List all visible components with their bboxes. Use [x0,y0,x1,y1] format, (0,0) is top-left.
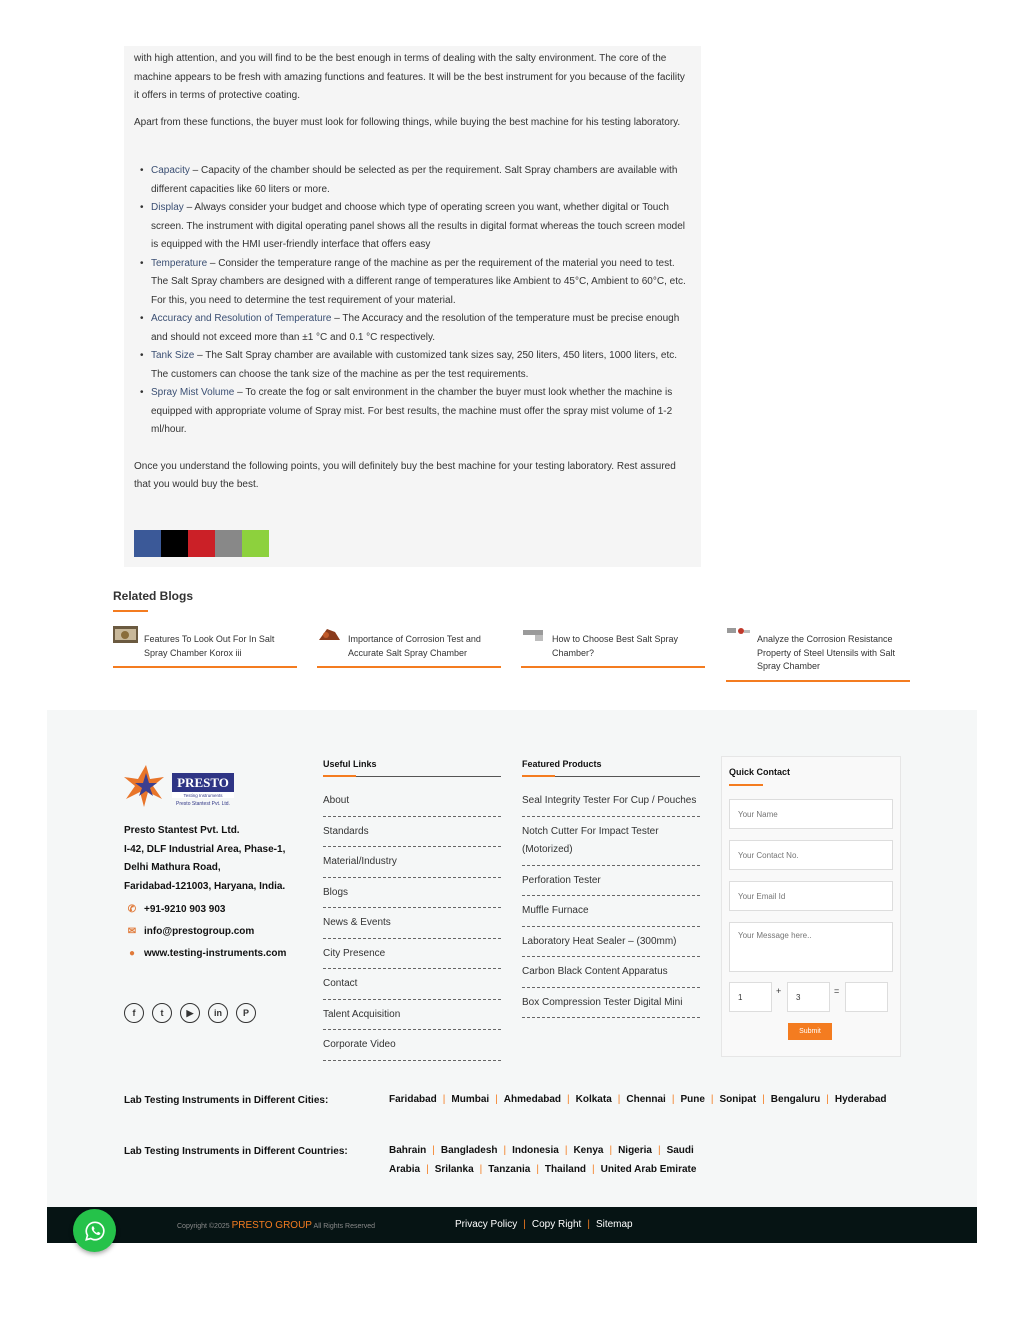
related-blog-card[interactable] [113,626,297,668]
copyright-text [177,1220,375,1231]
facebook-share-button[interactable] [134,530,161,557]
website-link[interactable]: www.testing-instruments.com [144,948,287,959]
location-separator: | [762,1094,765,1105]
captcha-first-number [729,982,772,1012]
share-buttons [134,530,269,557]
captcha-second-number [787,982,830,1012]
captcha-answer-input[interactable] [845,982,888,1012]
related-blog-card[interactable] [726,626,910,682]
copyright-bar [47,1207,977,1243]
site-footer [47,710,977,1207]
location-separator: | [657,1145,661,1156]
location-separator: | [609,1145,613,1156]
feature-list-item [151,199,691,255]
city-link[interactable]: Chennai [626,1094,666,1105]
location-separator: | [536,1163,539,1175]
quick-contact-form [721,756,901,1057]
countries-list [389,1142,869,1179]
country-link[interactable]: United Arab Emirate [600,1163,697,1175]
pinterest-share-button[interactable] [188,530,215,557]
related-blog-card[interactable] [521,626,705,668]
name-input[interactable] [729,799,893,829]
useful-links-accent [323,775,356,777]
blog-thumbnail-icon [113,626,138,643]
feature-term: Accuracy and Resolution of Temperature [151,313,332,324]
location-separator: | [495,1094,498,1105]
x-share-button[interactable] [161,530,188,557]
feature-list-item [151,162,691,199]
useful-link-item[interactable]: Talent Acquisition [323,1000,501,1031]
whatsapp-button[interactable] [73,1209,116,1252]
article-paragraph-1: with high attention, and you will find to be the best enough in terms of dealing with the salty environment. The core of the machine appears to be fresh with amazing functions and features. It will be the best instrument for you because of the facility it offers in terms of protective coating. [134,53,685,101]
country-link[interactable]: Bangladesh [440,1145,498,1156]
featured-product-item[interactable]: Muffle Furnace [522,896,700,927]
feature-term: Display [151,202,184,213]
related-blogs-title: Related Blogs [113,589,194,603]
website-contact[interactable] [126,948,286,959]
location-separator: | [503,1145,507,1156]
social-links [124,1003,256,1023]
article-body [124,46,701,567]
location-separator: | [442,1094,446,1105]
country-link[interactable]: Saudi Arabia [389,1145,694,1175]
country-link[interactable]: Thailand [544,1163,587,1175]
copyright-suffix: All Rights Reserved [311,1223,375,1230]
city-link[interactable]: Ahmedabad [503,1094,562,1105]
city-link[interactable]: Pune [680,1094,705,1105]
link-separator: | [587,1219,590,1230]
message-textarea[interactable] [729,922,893,972]
related-blogs-underline [113,610,148,612]
phone-icon: ✆ [127,904,137,915]
country-link[interactable]: Indonesia [512,1145,559,1156]
captcha-equals: = [834,986,840,996]
article-paragraph-2: Apart from these functions, the buyer must look for following things, while buying the best machine for his testing laboratory. [134,116,681,128]
logo-text: PRESTO [177,775,229,790]
feature-list [151,162,691,440]
sitemap-link[interactable]: Sitemap [595,1219,633,1230]
address-line: I-42, DLF Industrial Area, Phase-1, [124,843,286,855]
linkedin-icon[interactable]: in [208,1003,228,1023]
location-separator: | [826,1094,829,1105]
useful-link-item[interactable]: About [323,786,501,817]
city-link[interactable]: Kolkata [575,1094,612,1105]
featured-products-list [522,786,700,1018]
logo-company-text: Presto Stantest Pvt. Ltd. [176,801,230,807]
feature-term: Tank Size [151,350,195,361]
submit-button[interactable]: Submit [788,1023,832,1040]
copyright-prefix: Copyright ©2025 [177,1223,232,1230]
feature-list-item [151,347,691,384]
feature-description: – Capacity of the chamber should be selected as per the requirement. Salt Spray chambers are available with different capacities like 60 liters or more. [151,165,678,195]
country-link[interactable]: Bahrain [389,1145,427,1156]
useful-link-item[interactable]: News & Events [323,908,501,939]
feature-description: – To create the fog or salt environment in the chamber the buyer must look whether the machine is equipped with appropriate volume of Spray mist. For best results, the machine must offer the spray mist volume of 1-2 ml/hour. [151,387,673,435]
legal-links [455,1219,633,1230]
copy-right-link[interactable]: Copy Right [531,1219,582,1230]
address-line: Faridabad-121003, Haryana, India. [124,880,286,892]
location-separator: | [592,1163,595,1175]
location-separator: | [432,1145,435,1156]
pinterest-icon[interactable]: P [236,1003,256,1023]
privacy-policy-link[interactable]: Privacy Policy [455,1219,518,1230]
article-paragraph-3: Once you understand the following points, you will definitely buy the best machine for your testing laboratory. Rest assured that you would buy the best. [134,460,676,490]
location-separator: | [479,1163,483,1175]
feature-list-item [151,384,691,440]
globe-icon: ● [128,948,136,959]
address-line: Delhi Mathura Road, [124,862,221,873]
feature-term: Spray Mist Volume [151,387,235,398]
useful-link-item[interactable]: Material/Industry [323,847,501,878]
twitter-icon[interactable]: t [152,1003,172,1023]
related-blog-title[interactable]: How to Choose Best Salt Spray Chamber? [552,634,679,658]
email-share-button[interactable] [215,530,242,557]
brand-link[interactable]: PRESTO GROUP [231,1220,312,1231]
featured-product-item[interactable]: Perforation Tester [522,866,700,897]
email-address[interactable]: info@prestogroup.com [144,926,255,937]
city-link[interactable]: Mumbai [451,1094,490,1105]
blog-thumbnail-icon [521,626,546,643]
city-link[interactable]: Faridabad [389,1094,437,1105]
location-separator: | [710,1094,714,1105]
featured-product-item[interactable]: Seal Integrity Tester For Cup / Pouches [522,786,700,817]
country-link[interactable]: Tanzania [488,1163,531,1175]
related-blog-title[interactable]: Importance of Corrosion Test and Accurate Salt Spray Chamber [348,634,481,658]
youtube-icon[interactable]: ▶ [180,1003,200,1023]
presto-logo-icon[interactable] [124,763,236,809]
related-blog-title[interactable]: Analyze the Corrosion Resistance Property of Steel Utensils with Salt Spray Chamber [757,634,896,671]
countries-label: Lab Testing Instruments in Different Countries: [124,1146,348,1157]
company-address [124,822,285,896]
contact-number-input[interactable] [729,840,893,870]
feature-term: Capacity [151,165,190,176]
city-link[interactable]: Sonipat [719,1094,757,1105]
quick-contact-title: Quick Contact [729,767,791,777]
logo-subtext: Testing Instruments [183,793,223,798]
useful-link-item[interactable]: Contact [323,969,501,1000]
related-blog-card[interactable] [317,626,501,668]
useful-link-item[interactable]: Corporate Video [323,1030,501,1061]
country-link[interactable]: Nigeria [618,1145,652,1156]
feature-description: – The Salt Spray chamber are available with customized tank sizes say, 250 liters, 450 liters, 1000 liters, etc. The customers can choose the tank size of the machine as per the test requirements. [151,350,677,380]
phone-contact[interactable] [126,904,225,915]
featured-products-accent [522,775,555,777]
phone-number[interactable]: +91-9210 903 903 [144,904,226,915]
useful-links-list [323,786,501,1061]
city-link[interactable]: Bengaluru [770,1094,821,1105]
whatsapp-icon [84,1220,106,1242]
useful-links-title: Useful Links [323,759,377,769]
featured-product-item[interactable]: Box Compression Tester Digital Mini [522,988,700,1019]
email-contact[interactable] [126,926,254,937]
featured-product-item[interactable]: Notch Cutter For Impact Tester (Motorized) [522,817,700,866]
cities-label: Lab Testing Instruments in Different Cities: [124,1095,329,1106]
feature-list-item [151,310,691,347]
location-separator: | [564,1145,568,1156]
useful-link-item[interactable]: Standards [323,817,501,848]
feature-term: Temperature [151,257,208,269]
company-name: Presto Stantest Pvt. Ltd. [124,825,240,836]
useful-link-item[interactable]: Blogs [323,878,501,909]
envelope-icon: ✉ [127,926,137,937]
quick-contact-accent [729,784,763,786]
feature-list-item [151,255,691,311]
email-input[interactable] [729,881,893,911]
feature-description: – The Accuracy and the resolution of the temperature must be precise enough and should not exceed more than ±1 °C and 0.1 °C respectively. [151,313,680,343]
city-link[interactable]: Hyderabad [834,1094,887,1105]
blog-thumbnail-icon [317,626,342,643]
related-blog-title[interactable]: Features To Look Out For In Salt Spray Chamber Korox iii [144,634,275,658]
featured-product-item[interactable]: Carbon Black Content Apparatus [522,957,700,988]
featured-product-item[interactable]: Laboratory Heat Sealer – (300mm) [522,927,700,958]
link-separator: | [523,1219,526,1230]
featured-products-title: Featured Products [522,759,602,769]
more-share-button[interactable] [242,530,269,557]
feature-description: – Always consider your budget and choose which type of operating screen you want, whether digital or Touch screen. The instrument with digital operating panel shows all the results in digital format whereas the touch screen model is equipped with the HMI user-friendly interface that offers easy [151,202,685,250]
useful-link-item[interactable]: City Presence [323,939,501,970]
location-separator: | [671,1094,675,1105]
location-separator: | [617,1094,621,1105]
location-separator: | [567,1094,570,1105]
country-link[interactable]: Srilanka [434,1163,474,1175]
cities-list [389,1091,887,1110]
facebook-icon[interactable]: f [124,1003,144,1023]
blog-thumbnail-icon [726,626,751,643]
feature-description: – Consider the temperature range of the machine as per the requirement of the material you need to test. The Salt Spray chambers are designed with a different range of temperatures like Ambient to 45°C, Ambient to 60°C, etc. For this, you need to determine the test requirement of your material. [151,257,686,306]
country-link[interactable]: Kenya [573,1145,604,1156]
captcha-plus: + [776,986,782,996]
location-separator: | [426,1163,429,1175]
